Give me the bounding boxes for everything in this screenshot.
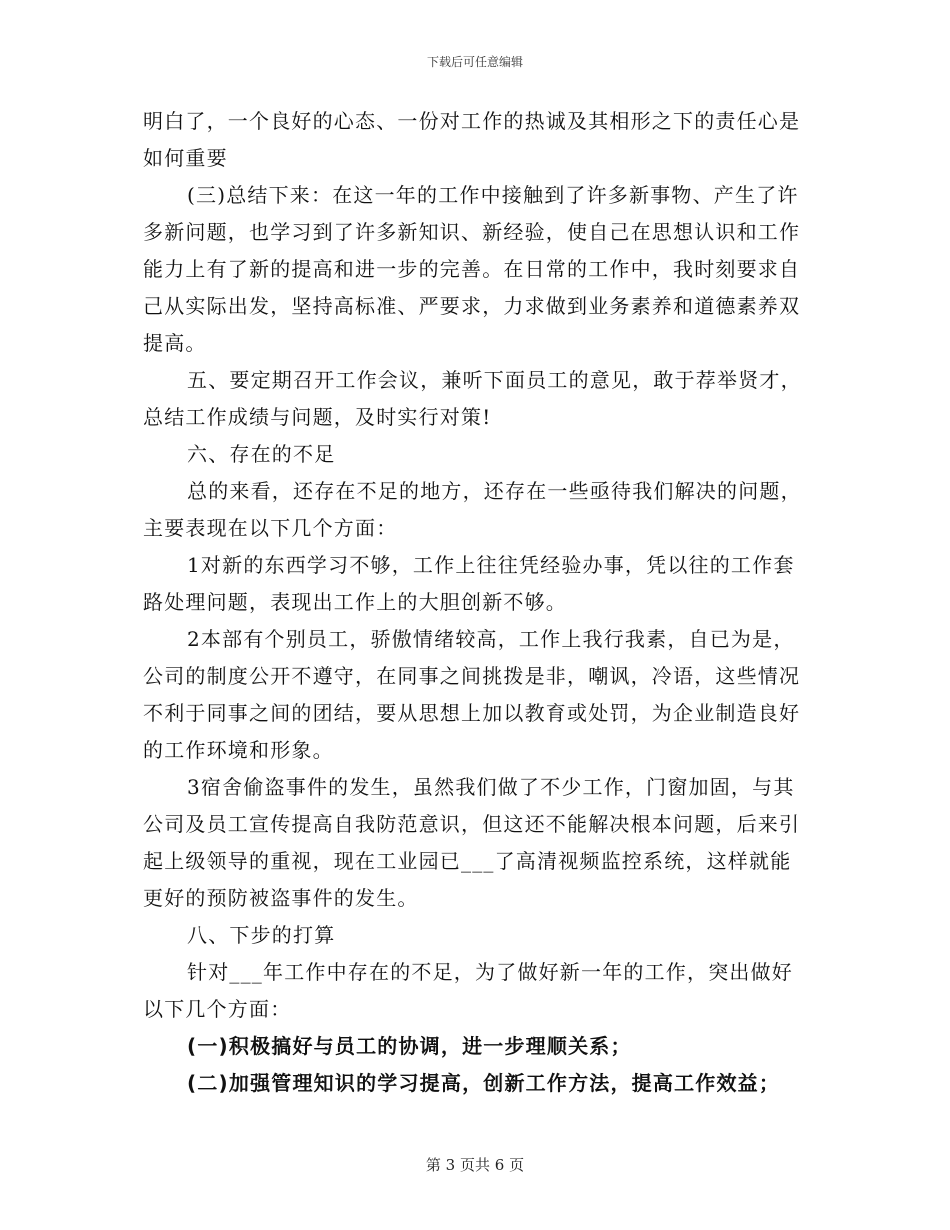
- paragraph-item-2: 2本部有个别员工，骄傲情绪较高，工作上我行我素，自已为是，公司的制度公开不遵守，在同事之间挑拨是非，嘲讽，冷语，这些情况不利于同事之间的团结，要从思想上加以教育或处罚，为企业制造良好的工作环境和形象。: [143, 627, 801, 762]
- plan-item-2: (二)加强管理知识的学习提高，创新工作方法，提高工作效益；: [187, 1071, 781, 1095]
- document-body: [143, 103, 808, 1102]
- paragraph-continuation: 明白了，一个良好的心态、一份对工作的热诚及其相形之下的责任心是如何重要: [143, 109, 801, 170]
- paragraph-item-3: 3宿舍偷盗事件的发生，虽然我们做了不少工作，门窗加固，与其公司及员工宣传提高自我防范意识，但这还不能解决根本问题，后来引起上级领导的重视，现在工业园已___了高清视频监控系统，这样就能更好的预防被盗事件的发生。: [143, 775, 801, 910]
- paragraph-item-1: 1对新的东西学习不够，工作上往往凭经验办事，凭以往的工作套路处理问题，表现出工作上的大胆创新不够。: [143, 553, 795, 614]
- paragraph-overview: 总的来看，还存在不足的地方，还存在一些亟待我们解决的问题，主要表现在以下几个方面：: [143, 479, 802, 540]
- page-header: 下载后可任意编辑: [426, 55, 523, 69]
- paragraph-summary: (三)总结下来：在这一年的工作中接触到了许多新事物、产生了许多新问题，也学习到了许多新知识、新经验，使自己在思想认识和工作能力上有了新的提高和进一步的完善。在日常的工作中，我时刻要求自己从实际出发，坚持高标准、严要求，力求做到业务素养和道德素养双提高。: [143, 183, 801, 355]
- page-footer: 第 3 页共 6 页: [425, 1156, 525, 1174]
- plan-item-1: (一)积极搞好与员工的协调，进一步理顺关系；: [187, 1034, 632, 1058]
- paragraph-meetings: 五、要定期召开工作会议，兼听下面员工的意见，敢于荐举贤才，总结工作成绩与问题，及时实行对策!: [143, 368, 802, 429]
- paragraph-plan-intro: 针对___年工作中存在的不足，为了做好新一年的工作，突出做好以下几个方面：: [143, 960, 793, 1021]
- section-heading-next-steps: 八、下步的打算: [187, 923, 336, 947]
- section-heading-shortcomings: 六、存在的不足: [187, 442, 336, 466]
